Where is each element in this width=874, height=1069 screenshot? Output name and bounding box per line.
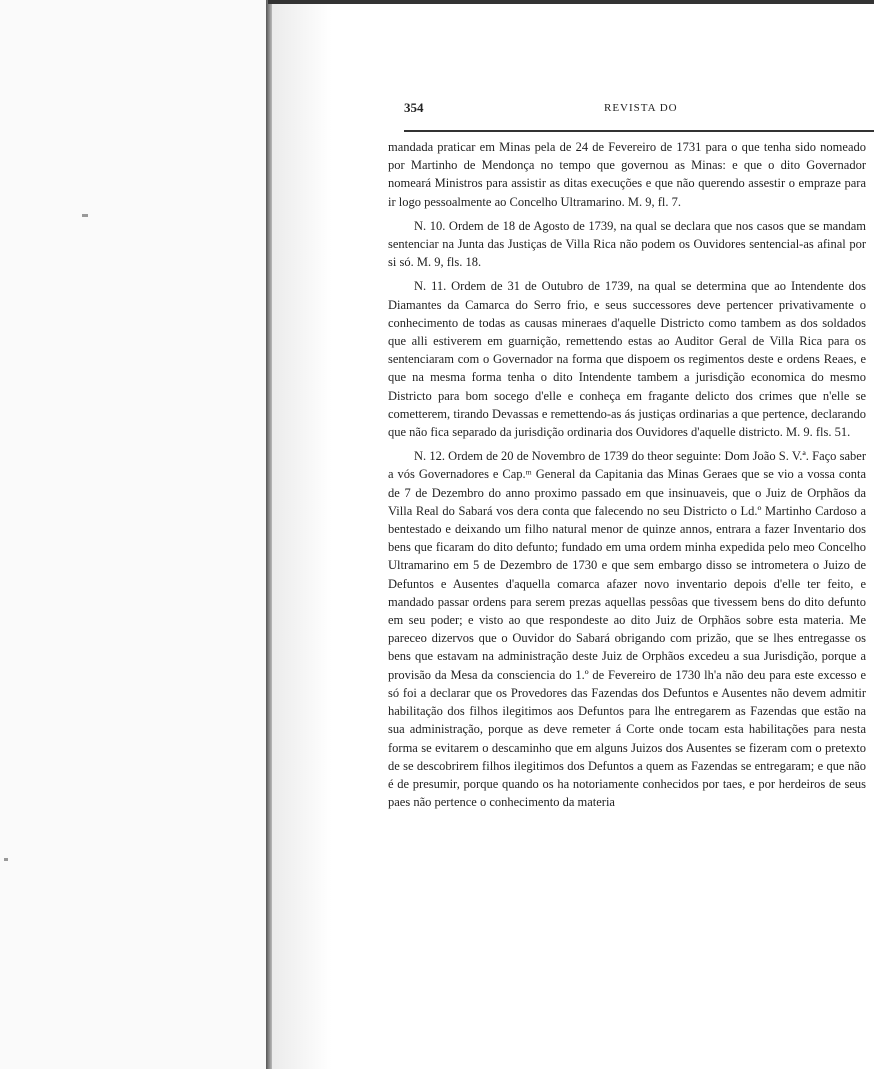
- paragraph: N. 12. Ordem de 20 de Novembro de 1739 do theor seguinte: Dom João S. V.ª. Faço saber a vós Governadores e Cap.ᵐ General da Capitania das Minas Geraes que se vio a vossa conta de 7 de Dezembro do anno proximo passado em que insinuaveis, que o Juiz de Orphãos da Villa Real do Sabará vos dera conta que falecendo no seu Districto o Ld.º Martinho Cardoso a bentestado e deixando um filho natural menor de quinze annos, entrara a fazer Inventario dos bens que ficaram do dito defunto; fundado em uma ordem minha expedida pelo meo Concelho Ultramarino em 5 de Dezembro de 1730 e que sem embargo disso se intrometera o Juizo de Defuntos e Ausentes d'aquella comarca afazer novo inventario depois d'elle ter feito, e mandado passar ordens para serem prezas aquellas pessôas que tivessem bens do dito defunto em seu poder; e visto ao que respondeste ao dito Juiz de Orphãos sobre esta materia. Me pareceo dizervos que o Ouvidor do Sabará obrigando com prizão, que se lhes entregasse os bens que estavam na administração deste Juiz de Orphãos excedeu a sua Jurisdição, porque a provisão da Mesa da consciencia do 1.º de Fevereiro de 1730 lh'a não deu para este excesso e só foi a declarar que os Provedores das Fazendas dos Defuntos e Ausentes não devem admitir habilitação dos filhos ilegitimos aos Defuntos para lhe entregarem as Fazendas que estão na sua administração, porque as deve remeter á Corte onde tocam esta habilitações para nesta forma se evitarem o descaminho que em alguns Juizos dos Ausentes se fizeram com o pretexto de se descobrirem filhos ilegitimos dos Defuntos a quem as Fazendas se entregaram; e que não é de presumir, porque quando os ha notoriamente conhecidos por taes, e por herdeiros de seus paes não pertence o conhecimento da materia: [388, 449, 866, 810]
- paragraph: N. 10. Ordem de 18 de Agosto de 1739, na qual se declara que nos casos que se mandam sentenciar na Junta das Justiças de Villa Rica não podem os Ouvidores sentencial-as afinal por si só. M. 9, fls. 18.: [388, 218, 866, 270]
- paragraph: N. 11. Ordem de 31 de Outubro de 1739, na qual se determina que ao Intendente dos Diamantes da Camarca do Serro frio, e seus successores deve pertencer privativamente o conhecimento de todas as causas mineraes d'aquelle Districto como tambem as dos soldados que alli estiverem em guarnição, remettendo estas ao Auditor Geral de Villa Rica para os sentenciaram com o Governador na forma que dispoem os regimentos deste e ordens Reaes, e que na mesma forma tenha o dito Intendente tambem a jurisdição economica do mesmo Districto para bom socego d'elle e conheça em fragante delicto dos crimes que n'elle se cometterem, tirando Devassas e remettendo-as ás justiças ordinarias a que pertence, declarando que não fica separado da jurisdição ordinaria dos Ouvidores d'aquelle districto. M. 9. fls. 51.: [388, 279, 866, 440]
- gutter-shadow: [272, 0, 332, 1069]
- paragraph: mandada praticar em Minas pela de 24 de Fevereiro de 1731 para o que tenha sido nomeado por Martinho de Mendonça no tempo que governou as Minas: e que o dito Governador nomeará Ministros para assistir as ditas execuções e que não querendo assestir o empraze para ir logo pessoalmente ao Concelho Ultramarino. M. 9, fl. 7.: [388, 140, 866, 209]
- page-body: [388, 138, 866, 811]
- blank-facing-page: [0, 0, 266, 1069]
- running-title: REVISTA DO: [604, 102, 678, 114]
- book-page: [372, 100, 866, 817]
- header-rule: [404, 130, 874, 132]
- paper-speck: [4, 858, 8, 861]
- page-header: [372, 100, 862, 126]
- page-number: 354: [404, 100, 424, 115]
- paper-speck: [82, 214, 88, 217]
- top-edge: [268, 0, 874, 4]
